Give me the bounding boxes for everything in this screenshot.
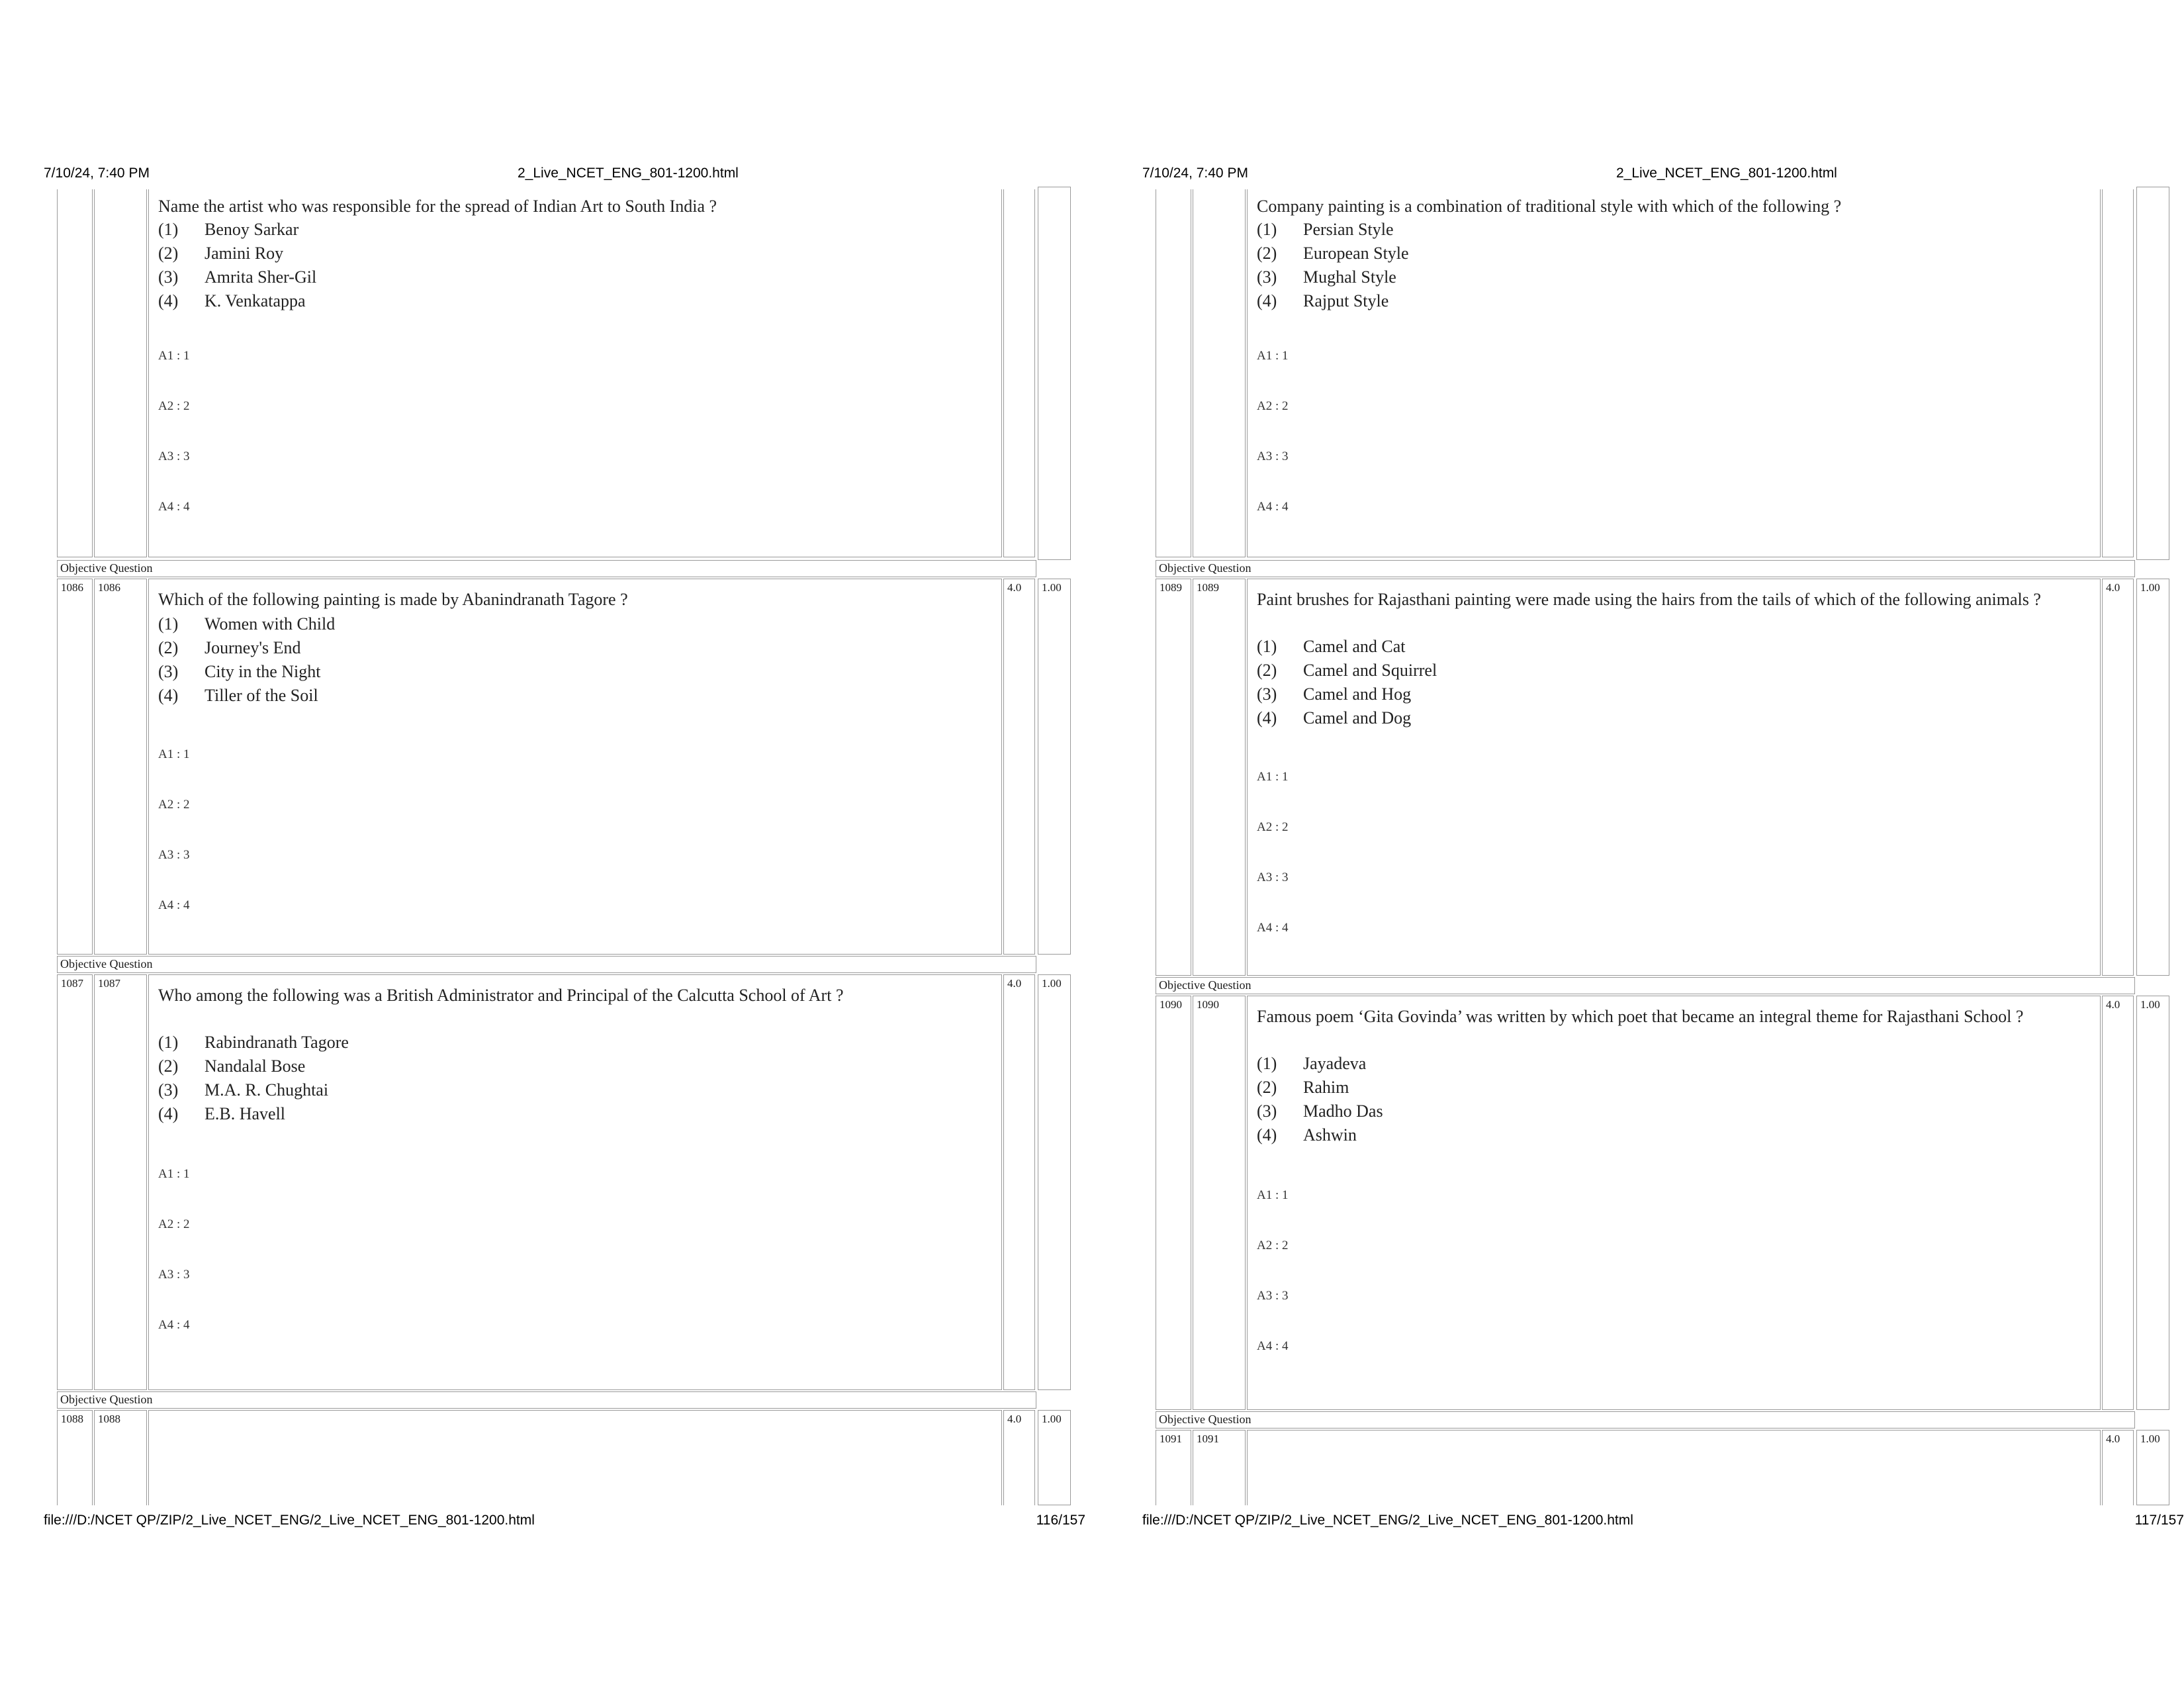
- header-date: 7/10/24, 7:40 PM: [1142, 165, 1248, 181]
- answer-key: A1 : 1: [158, 349, 190, 363]
- answer-key: A4 : 4: [158, 1318, 190, 1332]
- answer-key: A3 : 3: [1257, 870, 1289, 884]
- question-table: [57, 189, 1036, 1505]
- answer-key: A3 : 3: [158, 1268, 190, 1282]
- mark-cell: [1003, 189, 1035, 557]
- question-number: 1091: [1156, 1430, 1191, 1505]
- question-text: Name the artist who was responsible for the spread of Indian Art to South India ?: [158, 197, 717, 216]
- marks-cell: 4.0: [1003, 974, 1035, 1390]
- question-id: 1090: [1193, 996, 1246, 1410]
- question-number: 1089: [1156, 579, 1191, 976]
- marks-cell: 4.0: [2102, 579, 2134, 976]
- question-text: Company painting is a combination of traditional style with which of the following ?: [1257, 197, 1842, 216]
- negative-marks-cell: 1.00: [2136, 579, 2169, 976]
- footer-page-number: 117/157: [2134, 1513, 2184, 1528]
- question-id: 1086: [94, 579, 147, 955]
- answer-key: A2 : 2: [1257, 399, 1289, 413]
- marks-cell: 4.0: [2102, 996, 2134, 1410]
- answer-key: A4 : 4: [1257, 921, 1289, 935]
- question-table: [1156, 189, 2135, 1505]
- negative-marks-cell: 1.00: [2136, 1430, 2169, 1505]
- header-title: 2_Live_NCET_ENG_801-1200.html: [1616, 165, 1837, 181]
- id-cell: [94, 189, 147, 557]
- question-number: 1087: [57, 974, 93, 1390]
- negative-marks-cell: 1.00: [1038, 974, 1071, 1390]
- answer-key: A1 : 1: [158, 1167, 190, 1181]
- answer-key: A3 : 3: [158, 848, 190, 862]
- question-type-label: Objective Question: [1156, 560, 2135, 577]
- header-date: 7/10/24, 7:40 PM: [44, 165, 150, 181]
- footer-file-path: file:///D:/NCET QP/ZIP/2_Live_NCET_ENG/2_Live_NCET_ENG_801-1200.html: [1142, 1513, 1633, 1528]
- question-cell: [148, 1410, 1002, 1505]
- print-page-left: [41, 164, 1093, 1541]
- question-type-label: Objective Question: [1156, 977, 2135, 994]
- question-text: Famous poem ‘Gita Govinda’ was written by which poet that became an integral theme for Rajasthani School ?: [1257, 1007, 2024, 1026]
- answer-key: A4 : 4: [1257, 1339, 1289, 1353]
- marks-cell: 4.0: [1003, 579, 1035, 955]
- answer-key: A4 : 4: [158, 500, 190, 514]
- answer-key: A2 : 2: [1257, 820, 1289, 834]
- marks-cell: 4.0: [2102, 1430, 2134, 1505]
- question-text: Which of the following painting is made by Abanindranath Tagore ?: [158, 590, 628, 609]
- answer-key: A3 : 3: [1257, 449, 1289, 463]
- question-id: 1088: [94, 1410, 147, 1505]
- page-header: [1140, 164, 2159, 184]
- question-number: 1086: [57, 579, 93, 955]
- answer-key: A1 : 1: [158, 747, 190, 761]
- question-text: Paint brushes for Rajasthani painting were made using the hairs from the tails of which of the following animals ?: [1257, 590, 2041, 609]
- negative-marks-cell: 1.00: [2136, 996, 2169, 1410]
- footer-file-path: file:///D:/NCET QP/ZIP/2_Live_NCET_ENG/2_Live_NCET_ENG_801-1200.html: [44, 1513, 535, 1528]
- answer-key: A1 : 1: [1257, 1188, 1289, 1202]
- page-footer: [41, 1511, 1085, 1531]
- question-type-label: Objective Question: [57, 1391, 1036, 1409]
- answer-key: A2 : 2: [1257, 1239, 1289, 1252]
- footer-page-number: 116/157: [1036, 1513, 1085, 1528]
- question-cell: Famous poem ‘Gita Govinda’ was written by which poet that became an integral theme for Rajasthani School ? (1) Jayadeva (2) Rahim (3) Madho Das (4) Ashwin A1 : 1 A2 : 2 A3 : 3 A4 : 4: [1247, 996, 2101, 1410]
- question-cell: Paint brushes for Rajasthani painting were made using the hairs from the tails of which of the following animals ? (1) Camel and Cat (2) Camel and Squirrel (3) Camel and Hog (4) Camel and Dog A1 : 1 A2 : 2 A3 : 3 A4 : 4: [1247, 579, 2101, 976]
- question-number: 1090: [1156, 996, 1191, 1410]
- answer-key: A4 : 4: [1257, 500, 1289, 514]
- question-type-label: Objective Question: [57, 560, 1036, 577]
- answer-key: A2 : 2: [158, 798, 190, 812]
- question-cell: Company painting is a combination of traditional style with which of the following ? (1) Persian Style (2) European Style (3) Mughal Style (4) Rajput Style A1 : 1 A2 : 2 A3 : 3 A4 : 4: [1247, 189, 2101, 557]
- answer-key: A1 : 1: [1257, 770, 1289, 784]
- question-cell: Which of the following painting is made by Abanindranath Tagore ? (1) Women with Child (2) Journey's End (3) City in the Night (4) Tiller of the Soil A1 : 1 A2 : 2 A3 : 3 A4 : 4: [148, 579, 1002, 955]
- question-id: 1091: [1193, 1430, 1246, 1505]
- page-header: [41, 164, 1060, 184]
- id-cell: [57, 189, 93, 557]
- question-cell: [1247, 1430, 2101, 1505]
- answer-key: A1 : 1: [1257, 349, 1289, 363]
- question-type-label: Objective Question: [57, 956, 1036, 973]
- question-type-label: Objective Question: [1156, 1411, 2135, 1429]
- negative-marks-cell: 1.00: [1038, 1410, 1071, 1505]
- answer-key: A3 : 3: [1257, 1289, 1289, 1303]
- page-footer: [1140, 1511, 2184, 1531]
- negative-marks-cell: 1.00: [1038, 579, 1071, 955]
- question-text: Who among the following was a British Administrator and Principal of the Calcutta School of Art ?: [158, 986, 844, 1005]
- answer-key: A3 : 3: [158, 449, 190, 463]
- marks-cell: 4.0: [1003, 1410, 1035, 1505]
- answer-key: A2 : 2: [158, 1217, 190, 1231]
- question-number: 1088: [57, 1410, 93, 1505]
- question-id: 1089: [1193, 579, 1246, 976]
- header-title: 2_Live_NCET_ENG_801-1200.html: [518, 165, 739, 181]
- answer-key: A2 : 2: [158, 399, 190, 413]
- question-cell: Who among the following was a British Administrator and Principal of the Calcutta School of Art ? (1) Rabindranath Tagore (2) Nandalal Bose (3) M.A. R. Chughtai (4) E.B. Havell A1 : 1 A2 : 2 A3 : 3 A4 : 4: [148, 974, 1002, 1390]
- answer-key: A4 : 4: [158, 898, 190, 912]
- print-page-right: [1140, 164, 2184, 1541]
- question-cell: Name the artist who was responsible for the spread of Indian Art to South India ? (1) Benoy Sarkar (2) Jamini Roy (3) Amrita Sher-Gil (4) K. Venkatappa A1 : 1 A2 : 2 A3 : 3 A4 : 4: [148, 189, 1002, 557]
- question-id: 1087: [94, 974, 147, 1390]
